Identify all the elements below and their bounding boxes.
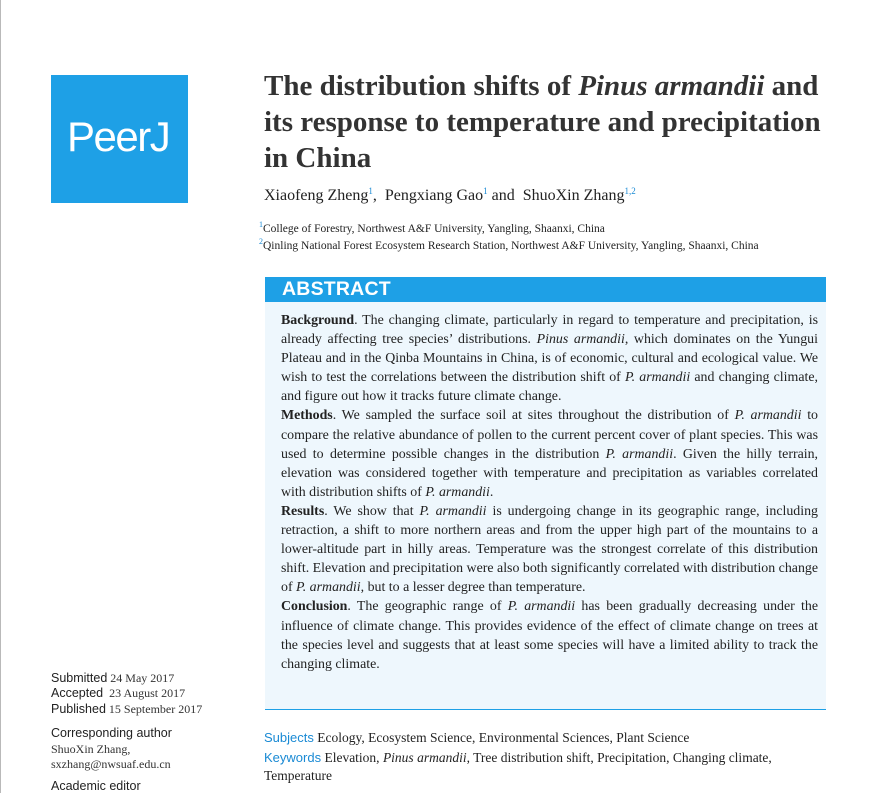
conclusion-label: Conclusion [281,599,348,615]
species-name: P. armandii [296,580,361,596]
abstract-header [265,277,826,302]
abstract-conclusion [281,597,818,673]
species-name: Pinus armandii [536,332,625,348]
abstract-methods [281,406,818,501]
keywords-text: Elevation, [324,750,383,765]
logo-text: PeerJ [67,113,170,160]
methods-text: to compare the relative abundance of pollen to the current percent cover of plant species. This was used to determine possible changes in the distribution [281,408,819,462]
methods-text: . Given the hilly terrain, elevation was considered together with temperature and precipitation as variables correlated with distribution shifts of [281,446,819,500]
page-edge-rule [0,0,1,793]
author-separator: and [487,187,523,204]
peerj-logo[interactable] [51,75,188,203]
affiliation [259,237,759,252]
background-text: , which dominates on the Yungui Plateau and in the Qinba Mountains in China, is of economic, cultural and ecological value. We wish to test the correlations between the distribution shift of [281,332,818,386]
author-separator: , [372,187,385,204]
author-name[interactable]: Pengxiang Gao [384,187,484,204]
author-affiliation-ref[interactable]: 1 [368,186,373,196]
keywords-label[interactable]: Keywords [264,750,322,765]
submitted-label: Submitted [51,671,108,685]
results-label: Results [281,503,325,519]
author-name[interactable]: ShuoXin Zhang [522,187,625,204]
results-text: . We show that [324,503,420,519]
published-value: 15 September 2017 [108,702,203,716]
conclusion-text: has been gradually decreasing under the influence of climate change. This provides evidence of the effect of climate change on trees at the species level and suggests that at least some species will have a limited ability to track the changing climate. [281,599,819,672]
author-list [264,187,636,205]
results-text: is undergoing change in its geographic range, including retraction, a shift to more northern areas and from the upper high part of the mountains to a lower-altitude part in hilly areas. Temperature was the strongest correlate of this distribution shift. Elevation and precipitation were also both significantly correlated with distribution change of [281,503,819,596]
species-name: P. armandii [624,370,691,386]
species-name: P. armandii [507,599,576,615]
author-affiliation-ref[interactable]: 1,2 [624,186,636,196]
affiliation [259,220,605,235]
submitted-date [51,671,174,686]
corresponding-author-email[interactable]: sxzhang@nwsuaf.edu.cn [51,757,171,771]
methods-text: . [489,484,494,500]
background-text: . The changing climate, particularly in regard to temperature and precipitation, is already affecting tree species’ distributions. [281,313,818,348]
submitted-value: 24 May 2017 [110,671,175,685]
species-name: P. armandii [419,503,487,519]
subjects-label[interactable]: Subjects [264,730,314,745]
keywords-line [264,749,824,785]
conclusion-text: . The geographic range of [347,599,508,615]
published-date [51,702,202,717]
academic-editor-label: Academic editor [51,779,141,793]
abstract-results [281,502,818,597]
subjects-text: Ecology, Ecosystem Science, Environmental Sciences, Plant Science [317,730,690,745]
abstract-background [281,311,818,406]
corresponding-author-label: Corresponding author [51,726,172,740]
affiliation-text: Qinling National Forest Ecosystem Research Station, Northwest A&F University, Yangling, Shaanxi, China [263,239,759,252]
affiliation-text: College of Forestry, Northwest A&F University, Yangling, Shaanxi, China [263,222,605,235]
author-name[interactable]: Xiaofeng Zheng [264,187,369,204]
author-affiliation-ref[interactable]: 1 [483,186,488,196]
title-part2: and its response to temperature and precipitation in China [264,70,821,174]
subjects-line [264,730,689,746]
species-name: P. armandii [734,408,802,424]
species-name: P. armandii [425,484,490,500]
accepted-value: 23 August 2017 [109,686,186,700]
title-species: Pinus armandii [578,70,765,102]
keywords-text: , Tree distribution shift, Precipitation, Changing climate, Temperature [264,750,772,783]
abstract-bottom-rule [265,709,826,710]
results-text: , but to a lesser degree than temperature. [360,580,586,596]
accepted-date [51,686,185,701]
background-label: Background [281,313,355,328]
article-title [264,68,844,176]
species-name: P. armandii [605,446,674,462]
affiliation-number: 1 [259,220,263,229]
keywords-species: Pinus armandii [382,750,467,765]
methods-label: Methods [281,408,333,424]
abstract-heading: ABSTRACT [282,278,391,300]
abstract-text [281,311,818,674]
title-part1: The distribution shifts of [264,70,579,102]
affiliation-number: 2 [259,237,263,246]
accepted-label: Accepted [51,686,104,700]
published-label: Published [51,702,106,716]
methods-text: . We sampled the surface soil at sites throughout the distribution of [332,408,735,424]
corresponding-author-name: ShuoXin Zhang, [51,742,131,756]
background-text: and changing climate, and figure out how it tracks future climate change. [281,370,818,405]
